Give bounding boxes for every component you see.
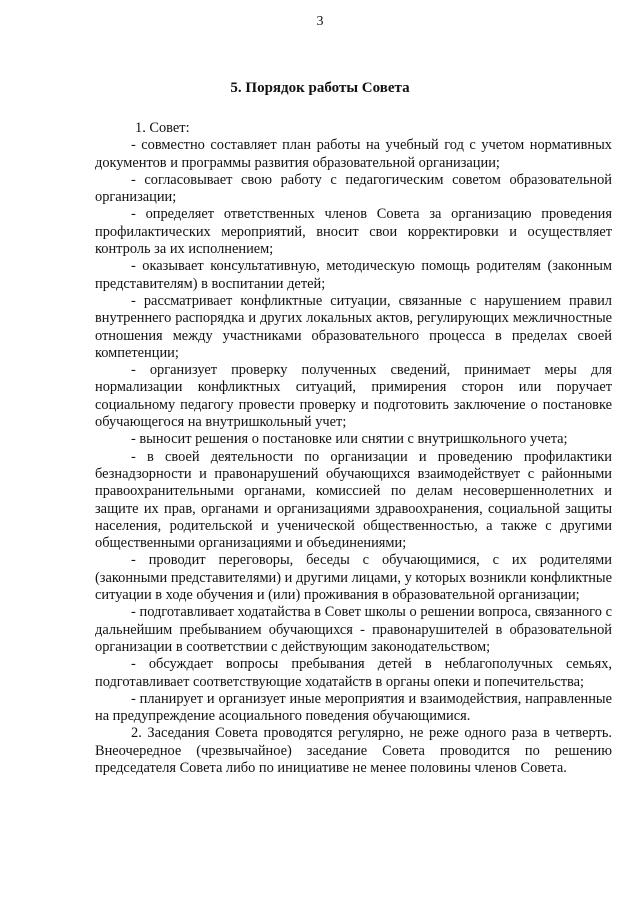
- document-body: [95, 120, 612, 777]
- paragraph: - проводит переговоры, беседы с обучающимися, с их родителями (законными представителями) и другими лицами, у которых возникли конфликтные ситуации в ходе обучения и (или) проживания в образовательной организации;: [95, 552, 612, 604]
- paragraph: - совместно составляет план работы на учебный год с учетом нормативных документов и программы развития образовательной организации;: [95, 137, 612, 171]
- paragraph: - подготавливает ходатайства в Совет школы о решении вопроса, связанного с дальнейшим пребыванием обучающихся - правонарушителей в образовательной организации в соответствии с действующим законодательством;: [95, 604, 612, 655]
- paragraph: 1. Совет:: [135, 120, 190, 136]
- paragraph: - рассматривает конфликтные ситуации, связанные с нарушением правил внутреннего распорядка и других локальных актов, регулирующих межличностные отношения между участниками образовательного процесса в пределах своей компетенции;: [95, 292, 612, 361]
- paragraph: - согласовывает свою работу с педагогическим советом образовательной организации;: [95, 171, 612, 206]
- page-number: 3: [316, 14, 324, 29]
- paragraph: - обсуждает вопросы пребывания детей в неблагополучных семьях, подготавливает соответствующие ходатайств в органы опеки и попечительства;: [95, 656, 612, 690]
- paragraph: - выносит решения о постановке или снятии с внутришкольного учета;: [131, 431, 568, 448]
- paragraph: - оказывает консультативную, методическую помощь родителям (законным представителям) в воспитании детей;: [95, 258, 612, 292]
- paragraph: - организует проверку полученных сведений, принимает меры для нормализации конфликтных ситуаций, примирения сторон или поручает социальному педагогу провести проверку и подготовить заключение о постановке обучающегося на внутришкольный учет;: [95, 362, 612, 431]
- paragraph: - планирует и организует иные мероприятия и взаимодействия, направленные на предупреждение асоциального поведения обучающимися.: [95, 690, 612, 725]
- paragraph: - определяет ответственных членов Совета за организацию проведения профилактических мероприятий, вносит свои корректировки и осуществляет контроль за их исполнением;: [95, 206, 612, 258]
- section-heading: 5. Порядок работы Совета: [230, 80, 410, 96]
- paragraph: 2. Заседания Совета проводятся регулярно, не реже одного раза в четверть. Внеочередное (чрезвычайное) заседание Совета проводится по решению председателя Совета либо по инициативе не менее половины членов Совета.: [95, 725, 612, 776]
- paragraph: - в своей деятельности по организации и проведению профилактики безнадзорности и правонарушений обучающихся взаимодействует с районными правоохранительными органами, комиссией по делам несовершеннолетних и защите их прав, органами и организациями здравоохранения, социальной защиты населения, родительской и ученической общественностью, а также с другими общественными организациями и объединениями;: [95, 448, 612, 552]
